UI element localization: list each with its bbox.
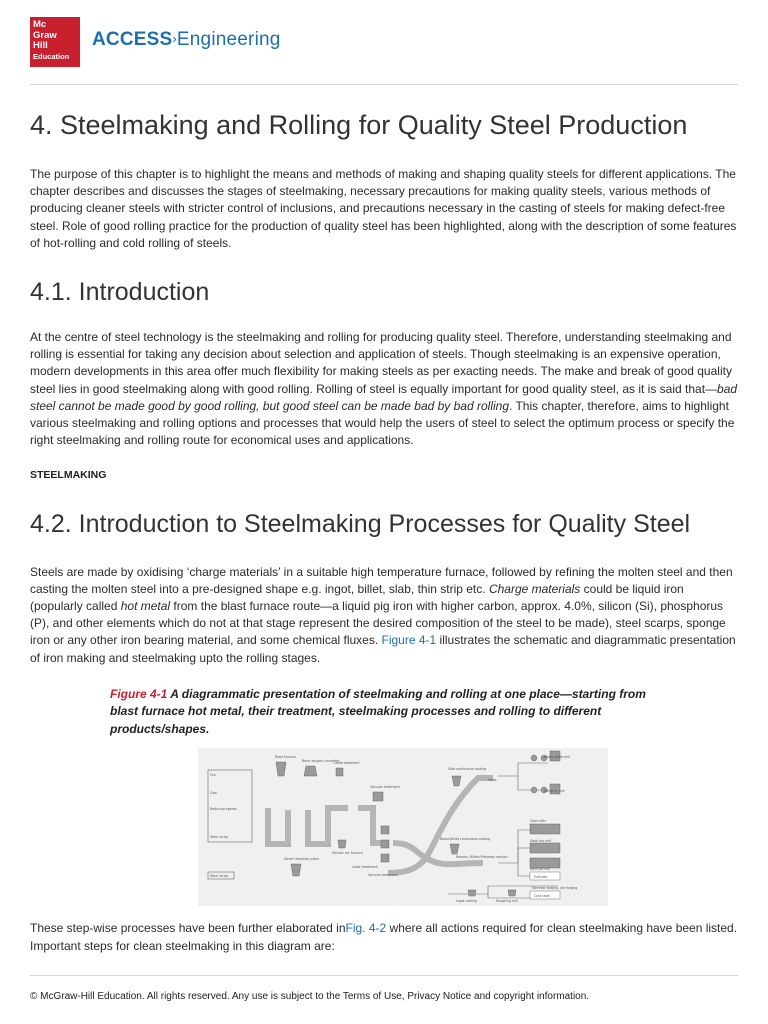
figure-caption <box>110 686 670 739</box>
logo-line: Graw <box>33 29 57 41</box>
svg-text:Tube mills: Tube mills <box>530 819 546 824</box>
text-run: . This chapter, therefore, aims to highlight various steelmaking and rolling options and processes that would help the users of steel to select the optimum process or specify the right steelmaking and rolling route for economical uses and applications. <box>30 398 735 448</box>
italic-quote: bad steel cannot be made good by good rolling, but good steel can be made bad by bad rolling <box>30 381 738 413</box>
svg-text:Basic oxygen converter: Basic oxygen converter <box>302 759 340 764</box>
svg-text:Extruder: Extruder <box>534 875 548 880</box>
section-heading-4-2: 4.2. Introduction to Steelmaking Processes for Quality Steel <box>30 509 691 538</box>
caption-text: A diagrammatic presentation of steelmaking and rolling at one place—starting from blast furnace hot metal, their treatment, steelmaking processes and rolling to different products/shapes. <box>110 686 646 736</box>
italic-term: Charge materials <box>488 581 581 596</box>
svg-text:Ladle treatment: Ladle treatment <box>352 865 378 870</box>
svg-text:Steel scrap: Steel scrap <box>210 874 228 879</box>
text-run: from the blast furnace route—a liquid pig iron with higher carbon, approx. 4.0%, silicon (Si), phosphorus (P), and other elements which do not at that stage represent the desired composition of the steel to be made), steel scarps, sponge iron or any other iron bearing material, and some chemical fluxes. <box>30 599 726 648</box>
svg-text:Heavy plate mill: Heavy plate mill <box>544 755 570 760</box>
svg-text:Ladle treatment: Ladle treatment <box>334 761 360 766</box>
svg-text:Steel scrap: Steel scrap <box>210 835 228 840</box>
brand-bold: ACCESS <box>92 29 173 50</box>
svg-text:Hammer forging, die forging: Hammer forging, die forging <box>532 886 578 891</box>
svg-text:Cast steel: Cast steel <box>534 894 550 899</box>
svg-text:Slabs: Slabs <box>488 778 497 783</box>
svg-text:Roughing mill: Roughing mill <box>496 899 518 904</box>
svg-text:Wire rod mill: Wire rod mill <box>530 867 551 872</box>
italic-term: hot metal <box>120 599 171 614</box>
section-heading-4-1: 4.1. Introduction <box>30 278 210 307</box>
svg-text:Direct reduction plant: Direct reduction plant <box>284 857 319 862</box>
access-engineering-logo[interactable] <box>92 29 281 51</box>
footer-copyright: © McGraw-Hill Education. All rights reserved. Any use is subject to the Terms of Use, Privacy Notice and copyright information. <box>30 991 590 1002</box>
svg-text:Electric arc furnace: Electric arc furnace <box>332 851 363 856</box>
logo-line: Hill <box>33 40 48 51</box>
intro-paragraph: The purpose of this chapter is to highlight the means and methods of making and shaping quality steels for different applications. The chapter describes and discusses the stages of steelmaking, necessary precautions for making quality steels, various methods of producing cleaner steels with stricter control of inclusions, and precautions necessary in the casting of steels for making defect-free steel. Role of good rolling practice for the production of quality steel has been highlighted, along with the description of some features of hot-rolling and cold rolling of steels. <box>30 167 737 250</box>
text-run: where all actions required for clean steelmaking have been listed. Important steps for clean steelmaking in this diagram are: <box>30 921 738 953</box>
text-run: At the centre of steel technology is the steelmaking and rolling for producing quality steel. Therefore, understanding steelmaking and rolling is essential for taking any decision about selection and application of steels. Though steelmaking is an expensive operation, modern developments in this area offer much flexibility for making steels as per exacting needs. The make and break of good quality steel lies in good steelmaking along with good rolling. Rolling of steel is equally important for good quality steel, as it is said that— <box>30 330 732 396</box>
text-run: could be liquid iron (popularly called <box>30 581 684 614</box>
figure-label[interactable]: Figure 4-1 <box>110 686 168 701</box>
steelmaking-diagram-svg <box>198 748 608 906</box>
brand-light: Engineering <box>176 29 281 50</box>
svg-text:Reducing agents: Reducing agents <box>210 807 237 812</box>
text-run: illustrates the schematic and diagrammatic presentation of iron making and steelmaking upto the rolling stages. <box>30 633 736 665</box>
section-4-1-paragraph <box>30 329 738 449</box>
text-run: Steels are made by oxidising ‘charge materials’ in a suitable high temperature furnace, followed by refining the molten steel and then casting the molten steel into a pre-designed shape e.g. ingot, billet, slab, thin strip etc. <box>30 564 733 596</box>
svg-text:Blooms, Billets Pretreaty sect: Blooms, Billets Pretreaty section <box>456 855 508 860</box>
article-body <box>30 104 738 955</box>
svg-text:Coal: Coal <box>210 791 218 796</box>
text-run: These step-wise processes have been further elaborated in <box>30 921 346 936</box>
svg-text:Ore: Ore <box>210 773 216 778</box>
svg-text:Vacuum treatment: Vacuum treatment <box>370 785 400 790</box>
header-divider <box>30 84 738 85</box>
svg-text:Ingot casting: Ingot casting <box>456 899 477 904</box>
closing-paragraph <box>30 920 738 954</box>
footer-divider <box>30 975 738 976</box>
svg-text:Hot strip mill: Hot strip mill <box>544 789 565 794</box>
mcgraw-hill-logo <box>30 17 80 67</box>
chevron-right-icon: › <box>172 31 177 46</box>
section-4-2-paragraph <box>30 564 738 667</box>
logo-line: Education <box>33 51 70 61</box>
chapter-title: 4. Steelmaking and Rolling for Quality Steel Production <box>30 110 688 140</box>
svg-text:Vacuum treatment: Vacuum treatment <box>368 873 398 878</box>
svg-text:Bloom/billet continuous castin: Bloom/billet continuous casting <box>440 837 491 842</box>
logo-line: Mc <box>33 19 47 30</box>
svg-text:Steel bar mill: Steel bar mill <box>530 839 552 844</box>
figure-4-1-link[interactable]: Figure 4-1 <box>381 633 437 648</box>
svg-text:Blast furnace: Blast furnace <box>275 755 297 760</box>
figure-4-1-diagram[interactable] <box>198 748 608 906</box>
subhead-steelmaking: STEELMAKING <box>30 469 107 482</box>
figure-4-2-link[interactable]: Fig. 4-2 <box>345 921 387 936</box>
svg-text:Slab continuous casting: Slab continuous casting <box>448 767 486 772</box>
